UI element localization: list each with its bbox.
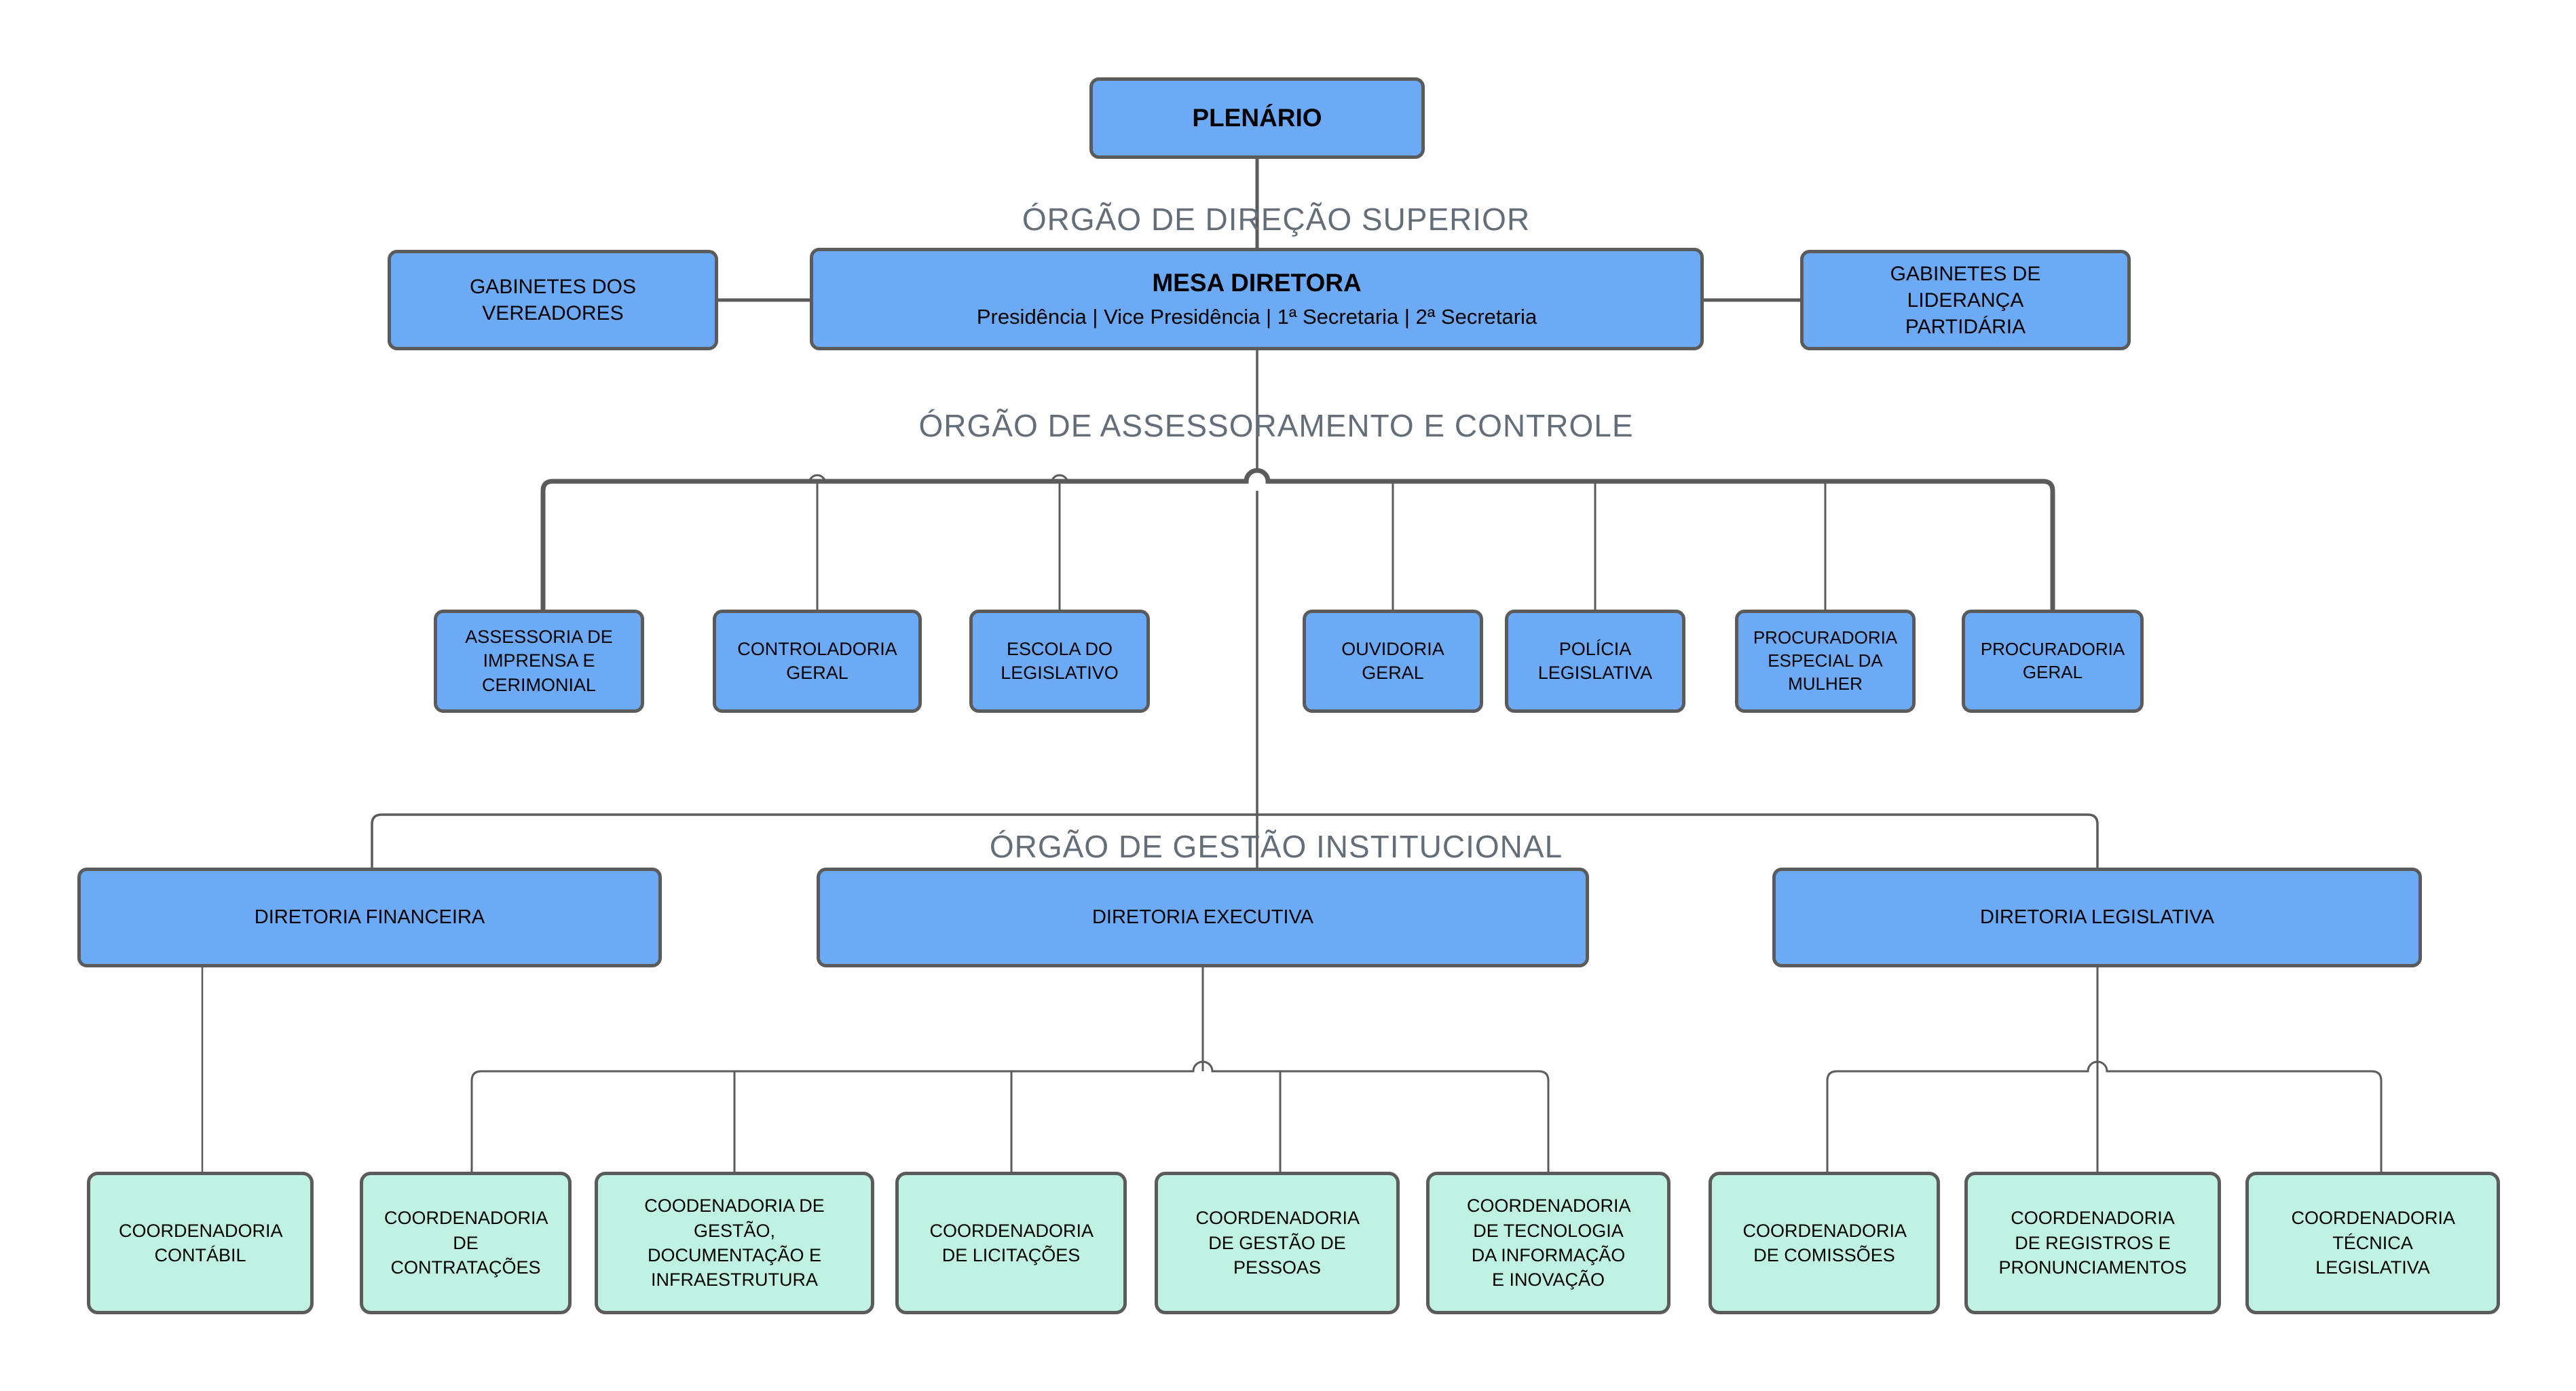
connector-bus-legislativa: [1827, 1062, 2381, 1172]
node-plenario: PLENÁRIO: [1089, 77, 1425, 159]
node-policia-legislativa: POLÍCIA LEGISLATIVA: [1505, 610, 1685, 713]
node-coord-contratacoes: COORDENADORIA DE CONTRATAÇÕES: [360, 1172, 572, 1314]
section-label-direcao-superior: ÓRGÃO DE DIREÇÃO SUPERIOR: [1022, 202, 1531, 237]
node-procuradoria-mulher: PROCURADORIA ESPECIAL DA MULHER: [1735, 610, 1916, 713]
node-coord-gestao-doc-infra: COODENADORIA DE GESTÃO, DOCUMENTAÇÃO E INFRAESTRUTURA: [595, 1172, 874, 1314]
node-diretoria-executiva: DIRETORIA EXECUTIVA: [817, 868, 1589, 967]
node-coord-licitacoes: COORDENADORIA DE LICITAÇÕES: [895, 1172, 1127, 1314]
node-coord-tecnologia: COORDENADORIA DE TECNOLOGIA DA INFORMAÇÃO E INOVAÇÃO: [1426, 1172, 1670, 1314]
node-ouvidoria-geral: OUVIDORIA GERAL: [1303, 610, 1483, 713]
node-diretoria-financeira: DIRETORIA FINANCEIRA: [77, 868, 662, 967]
connector-bus-executiva: [472, 1062, 1548, 1172]
node-coord-gestao-pessoas: COORDENADORIA DE GESTÃO DE PESSOAS: [1155, 1172, 1400, 1314]
node-diretoria-legislativa: DIRETORIA LEGISLATIVA: [1772, 868, 2422, 967]
node-gabinetes-lideranca: GABINETES DE LIDERANÇA PARTIDÁRIA: [1800, 250, 2131, 350]
node-gabinetes-vereadores: GABINETES DOS VEREADORES: [388, 250, 718, 350]
node-assessoria-imprensa: ASSESSORIA DE IMPRENSA E CERIMONIAL: [434, 610, 644, 713]
node-coord-comissoes: COORDENADORIA DE COMISSÕES: [1709, 1172, 1940, 1314]
node-mesa-diretora: [810, 248, 1704, 350]
node-coord-tecnica-legislativa: COORDENADORIA TÉCNICA LEGISLATIVA: [2245, 1172, 2500, 1314]
mesa-diretora-title: MESA DIRETORA: [1152, 269, 1362, 297]
node-escola-legislativo: ESCOLA DO LEGISLATIVO: [969, 610, 1150, 713]
section-label-assessoramento-controle: ÓRGÃO DE ASSESSORAMENTO E CONTROLE: [918, 408, 1634, 443]
section-label-gestao-institucional: ÓRGÃO DE GESTÃO INSTITUCIONAL: [989, 829, 1563, 864]
node-coord-registros: COORDENADORIA DE REGISTROS E PRONUNCIAMENTOS: [1964, 1172, 2221, 1314]
mesa-diretora-subtitle: Presidência | Vice Presidência | 1ª Secretaria | 2ª Secretaria: [976, 305, 1537, 329]
node-procuradoria-geral: PROCURADORIA GERAL: [1962, 610, 2144, 713]
node-controladoria-geral: CONTROLADORIA GERAL: [713, 610, 922, 713]
node-coord-contabil: COORDENADORIA CONTÁBIL: [87, 1172, 314, 1314]
